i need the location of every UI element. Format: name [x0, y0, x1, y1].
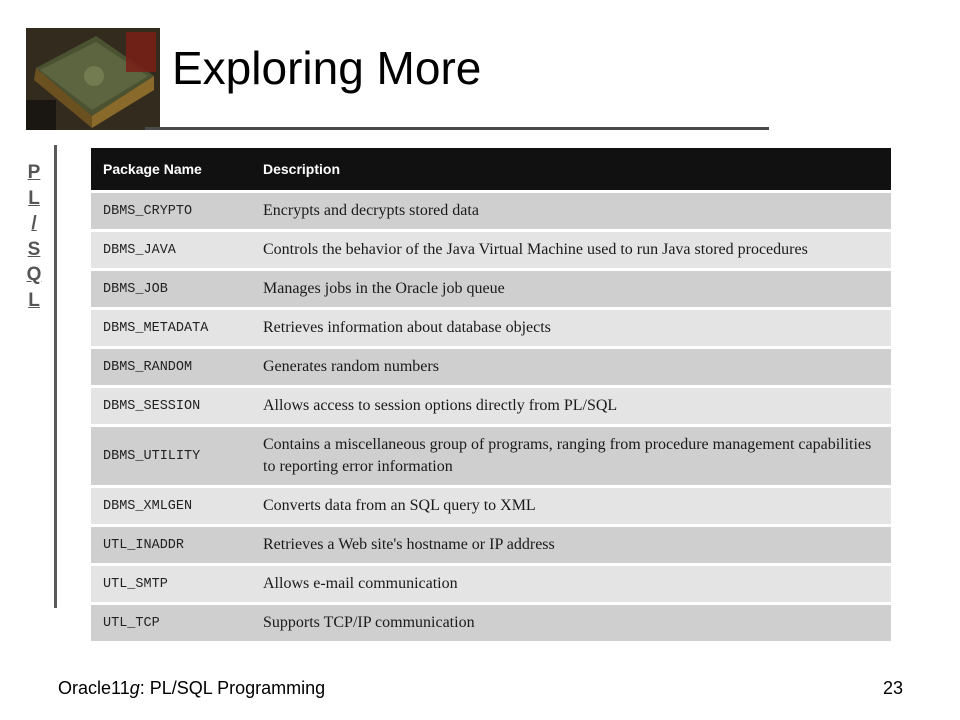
table-row	[91, 229, 891, 268]
table-row	[91, 524, 891, 563]
slide-title: Exploring More	[172, 42, 482, 94]
description-cell: Controls the behavior of the Java Virtual Machine used to run Java stored procedures	[263, 241, 808, 258]
side-letter: L	[28, 289, 40, 311]
package-name-cell: DBMS_JAVA	[103, 242, 176, 258]
table-row	[91, 385, 891, 424]
package-name-cell: DBMS_XMLGEN	[103, 498, 193, 514]
package-name-cell: DBMS_JOB	[103, 281, 168, 297]
table-row	[91, 190, 891, 229]
course-italic: g	[129, 678, 140, 698]
header-description: Description	[263, 161, 341, 177]
package-name-cell: UTL_SMTP	[103, 576, 168, 592]
package-name-cell: DBMS_UTILITY	[103, 448, 201, 464]
side-divider	[54, 145, 57, 608]
description-cell: Encrypts and decrypts stored data	[263, 202, 479, 219]
table-row	[91, 485, 891, 524]
description-cell: Supports TCP/IP communication	[263, 614, 475, 631]
table-row	[91, 602, 891, 641]
title-divider	[145, 127, 769, 130]
table-row	[91, 307, 891, 346]
description-cell: Retrieves information about database objects	[263, 319, 551, 336]
header-package-name: Package Name	[103, 161, 202, 177]
side-letter: Q	[26, 264, 42, 285]
side-letter: L	[28, 187, 40, 209]
package-name-cell: UTL_INADDR	[103, 537, 185, 553]
description-cell: Converts data from an SQL query to XML	[263, 497, 536, 514]
side-letter: S	[27, 238, 41, 260]
table-body	[91, 190, 891, 641]
description-cell: Generates random numbers	[263, 358, 439, 375]
table-row	[91, 424, 891, 485]
package-name-cell: DBMS_RANDOM	[103, 359, 193, 375]
course-prefix: Oracle11	[58, 678, 130, 698]
package-name-cell: UTL_TCP	[103, 615, 160, 631]
course-suffix: : PL/SQL Programming	[139, 678, 326, 698]
side-letter: P	[27, 162, 41, 183]
table-row	[91, 268, 891, 307]
description-cell: Contains a miscellaneous group of programs, ranging from procedure management capabilities to reporting error information	[263, 436, 872, 475]
package-name-cell: DBMS_SESSION	[103, 398, 201, 414]
table-row	[91, 563, 891, 602]
package-name-cell: DBMS_METADATA	[103, 320, 209, 336]
book-icon	[26, 28, 160, 130]
table-header	[91, 148, 891, 190]
package-table	[91, 148, 891, 641]
book-logo-image	[26, 28, 160, 130]
description-cell: Allows access to session options directly from PL/SQL	[263, 397, 618, 414]
footer-course-title	[58, 678, 325, 699]
description-cell: Allows e-mail communication	[263, 575, 458, 592]
package-name-cell: DBMS_CRYPTO	[103, 203, 193, 219]
page-number: 23	[882, 678, 903, 698]
description-cell: Manages jobs in the Oracle job queue	[263, 280, 505, 297]
description-cell: Retrieves a Web site's hostname or IP address	[263, 536, 555, 553]
side-label-plsql	[24, 160, 44, 313]
side-letter: /	[31, 213, 37, 234]
table-row	[91, 346, 891, 385]
